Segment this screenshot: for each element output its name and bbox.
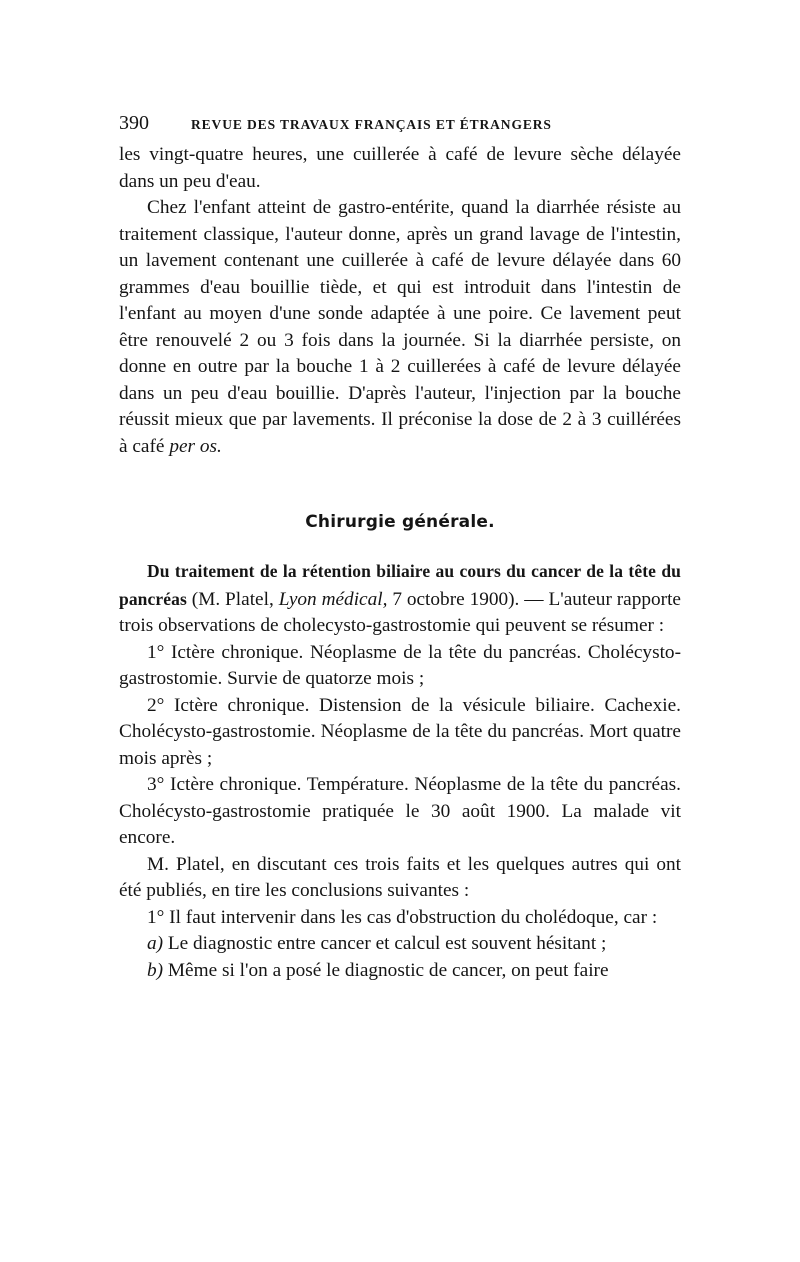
sub-b-text: Même si l'on a posé le diagnostic de cancer, on peut faire xyxy=(163,959,609,981)
journal-name: Lyon médical, xyxy=(278,588,388,610)
per-os-italic: per os. xyxy=(169,435,222,457)
observation-3: 3° Ictère chronique. Température. Néoplasme de la tête du pancréas. Cholécysto-gastrostomie pratiquée le 30 août 1900. La malade vit encore. xyxy=(119,774,681,848)
page xyxy=(119,112,681,984)
article-title: Du traitement de la rétention biliaire au cours du cancer de la tête du pancréas xyxy=(119,561,681,609)
sub-b-letter: b) xyxy=(147,959,164,981)
conclusion-sub-b xyxy=(119,958,681,985)
article-paragraph xyxy=(119,558,681,640)
conclusion-sub-a xyxy=(119,931,681,958)
paragraph-gastro-enteritis xyxy=(119,195,681,460)
page-number: 390 xyxy=(119,112,149,134)
running-title: REVUE DES TRAVAUX FRANÇAIS ET ÉTRANGERS xyxy=(191,117,552,132)
paragraph-gastro-enteritis-text: Chez l'enfant atteint de gastro-entérite, quand la diarrhée résiste au traitement classique, l'auteur donne, après un grand lavage de l'intestin, un lavement contenant une cuillerée à café de levure délayée dans 60 grammes d'eau bouillie tiède, et qui est introduit dans l'intestin de l'enfant au moyen d'une sonde adaptée à une poire. Ce lavement peut être renouvelé 2 ou 3 fois dans la journée. Si la diarrhée persiste, on donne en outre par la bouche 1 à 2 cuillerées à café de levure délayée dans un peu d'eau bouillie. D'après l'auteur, l'injection par la bouche réussit mieux que par lavements. Il préconise la dose de 2 à 3 cuillérées à café xyxy=(119,197,681,457)
article-reference-close: 7 octobre 1900). — L'auteur rapporte trois observations de cholecysto-gastrostomie qui peuvent se résumer : xyxy=(119,588,681,636)
observation-2: 2° Ictère chronique. Distension de la vésicule biliaire. Cachexie. Cholécysto-gastrostomie. Néoplasme de la tête du pancréas. Mort quatre mois après ; xyxy=(119,694,681,769)
article-reference-open: (M. Platel, xyxy=(186,588,279,610)
sub-a-text: Le diagnostic entre cancer et calcul est souvent hésitant ; xyxy=(163,933,607,954)
paragraph-continuation: les vingt-quatre heures, une cuillerée à café de levure sèche délayée dans un peu d'eau. xyxy=(119,144,681,192)
conclusion-intro: M. Platel, en discutant ces trois faits et les quelques autres qui ont été publiés, en tire les conclusions suivantes : xyxy=(119,853,681,901)
running-head xyxy=(119,112,681,142)
conclusion-point-1: 1° Il faut intervenir dans les cas d'obstruction du cholédoque, car : xyxy=(147,906,658,928)
observation-1: 1° Ictère chronique. Néoplasme de la tête du pancréas. Cholécysto-gastrostomie. Survie de quatorze mois ; xyxy=(119,641,681,689)
section-title: Chirurgie générale. xyxy=(305,512,495,532)
sub-a-letter: a) xyxy=(147,933,164,954)
